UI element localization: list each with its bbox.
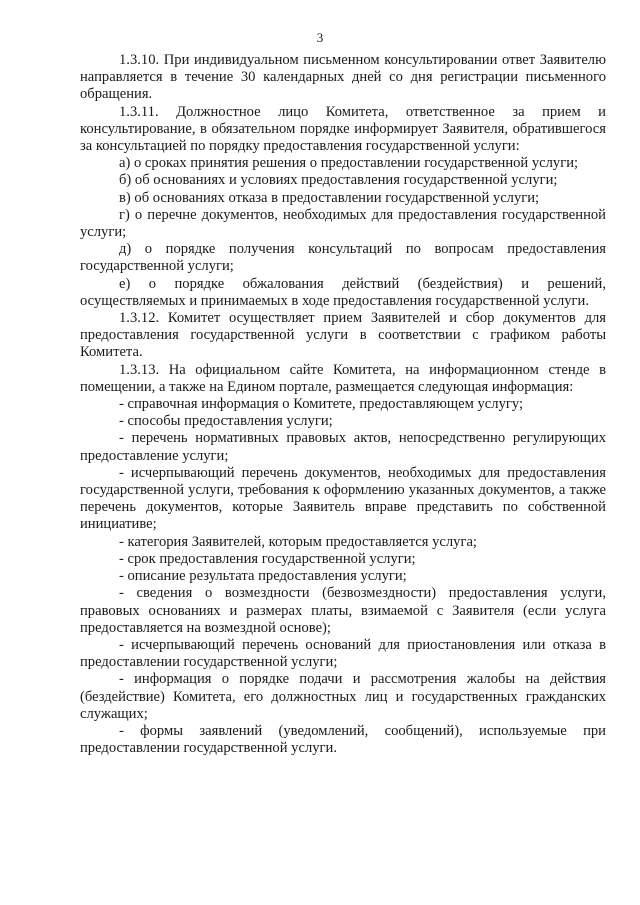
paragraph-1-3-10: 1.3.10. При индивидуальном письменном консультировании ответ Заявителю направляется в течение 30 календарных дней со дня регистрации письменного обращения. — [80, 52, 606, 103]
list-item-result: - описание результата предоставления услуги; — [119, 568, 407, 585]
list-item-a: а) о сроках принятия решения о предоставлении государственной услуги; — [119, 155, 579, 172]
list-item-g: г) о перечне документов, необходимых для предоставления государственной услуги; — [80, 206, 606, 241]
list-item-legal-acts: - перечень нормативных правовых актов, непосредственно регулирующих предоставление услуги; — [80, 430, 606, 464]
list-item-documents: - исчерпывающий перечень документов, необходимых для предоставления государственной услуги, требования к оформлению указанных документов, а также перечень документов, которые Заявитель вправе представить по собственной инициативе; — [80, 464, 606, 533]
list-item-reference-info: - справочная информация о Комитете, предоставляющем услугу; — [119, 396, 524, 413]
list-item-methods: - способы предоставления услуги; — [119, 413, 333, 430]
list-item-payment: - сведения о возмездности (безвозмездности) предоставления услуги, правовых основаниях и размерах платы, взимаемой с Заявителя (если услуга предоставляется на возмездной основе); — [80, 585, 606, 636]
list-item-v: в) об основаниях отказа в предоставлении государственной услуги; — [119, 189, 540, 206]
list-item-term: - срок предоставления государственной услуги; — [119, 550, 416, 567]
list-item-complaints: - информация о порядке подачи и рассмотрения жалобы на действия (бездействие) Комитета, его должностных лиц и государственных гражданских служащих; — [80, 671, 606, 722]
list-item-e: е) о порядке обжалования действий (бездействия) и решений, осуществляемых и принимаемых в ходе предоставления государственной услуги. — [80, 275, 606, 309]
list-item-d: д) о порядке получения консультаций по вопросам предоставления государственной услуги; — [80, 241, 606, 275]
paragraph-1-3-11: 1.3.11. Должностное лицо Комитета, ответственное за прием и консультирование, в обязательном порядке информирует Заявителя, обратившегося за консультацией по порядку предоставления государственной услуги: — [80, 103, 606, 155]
list-item-b: б) об основаниях и условиях предоставления государственной услуги; — [119, 172, 558, 189]
document-body — [80, 52, 606, 757]
page-number: 3 — [316, 30, 324, 45]
list-item-refusal-grounds: - исчерпывающий перечень оснований для приостановления или отказа в предоставлении государственной услуги; — [80, 636, 606, 671]
paragraph-1-3-12: 1.3.12. Комитет осуществляет прием Заявителей и сбор документов для предоставления государственной услуги в соответствии с графиком работы Комитета. — [80, 310, 606, 361]
list-item-applicant-category: - категория Заявителей, которым предоставляется услуга; — [119, 533, 477, 550]
list-item-forms: - формы заявлений (уведомлений, сообщений), используемые при предоставлении государственной услуги. — [80, 722, 606, 757]
paragraph-1-3-13: 1.3.13. На официальном сайте Комитета, на информационном стенде в помещении, а также на Едином портале, размещается следующая информация: — [80, 361, 606, 395]
